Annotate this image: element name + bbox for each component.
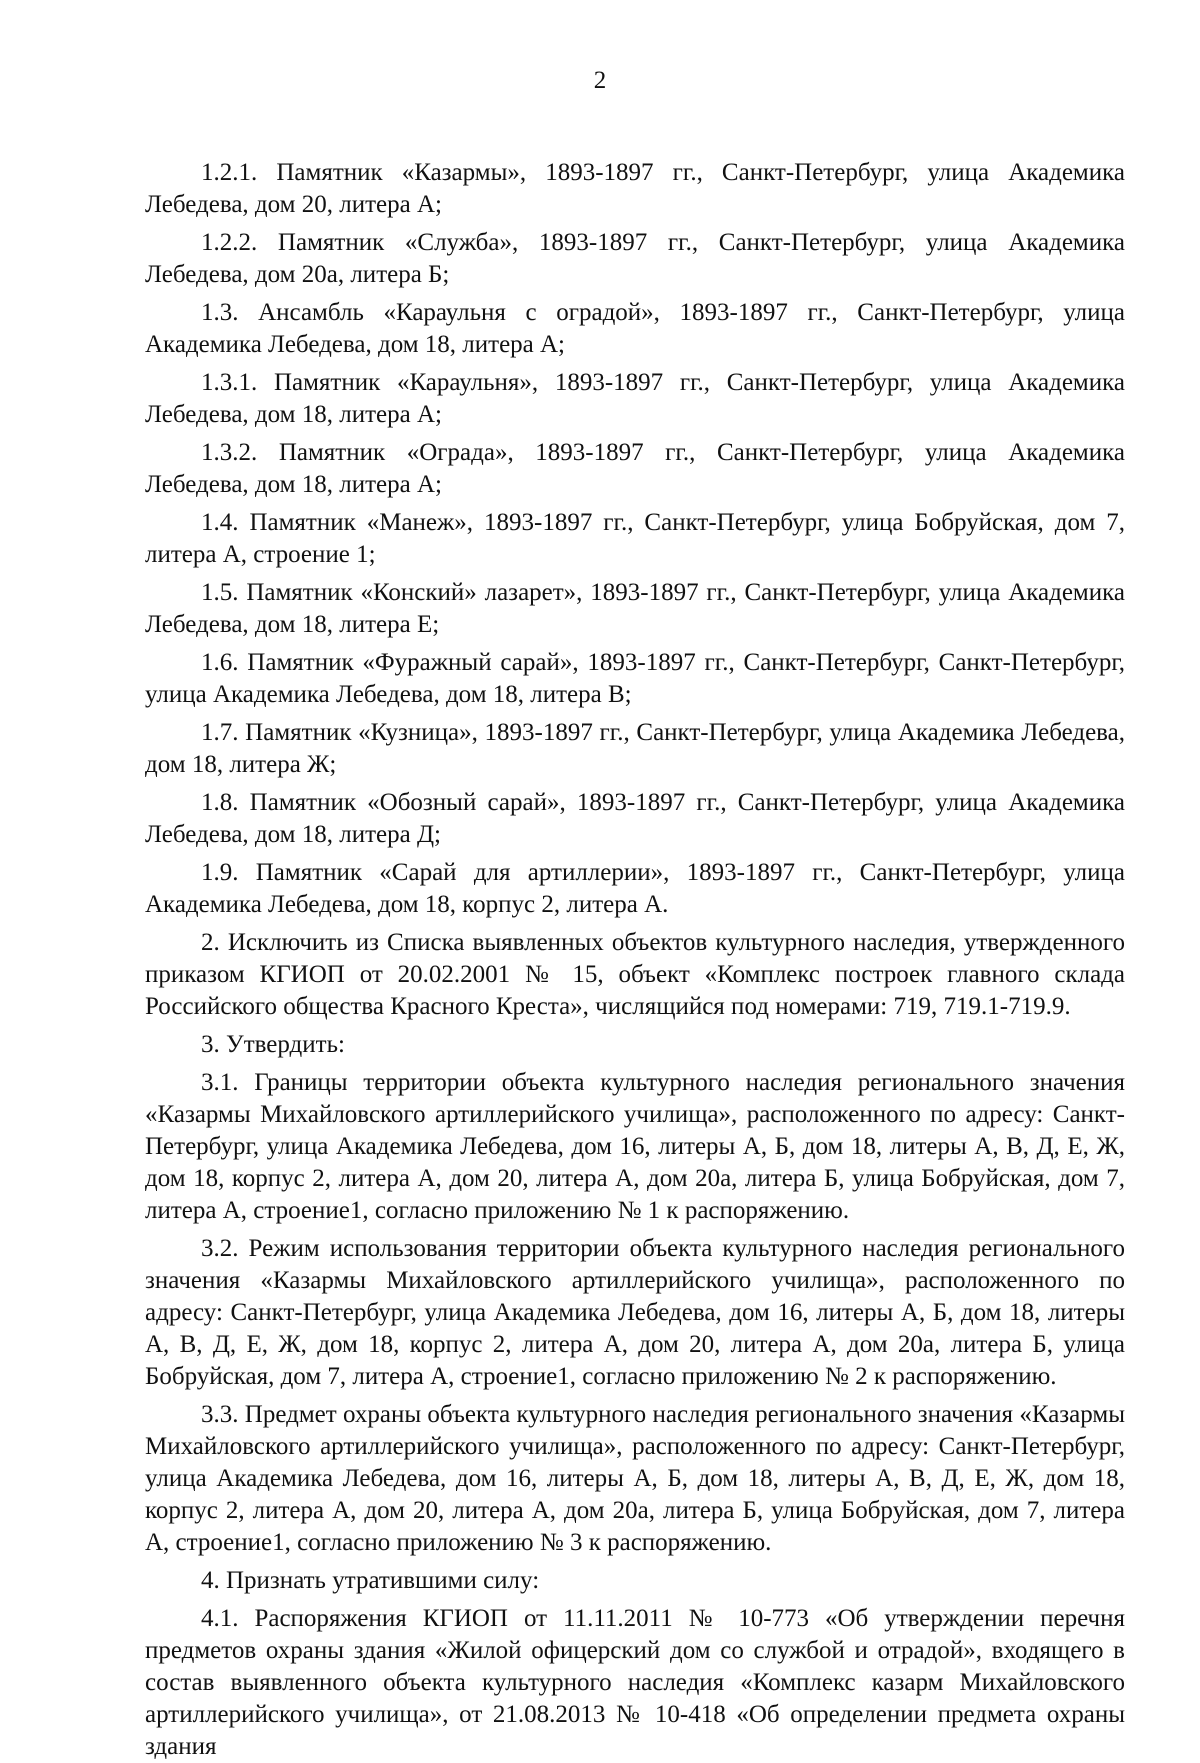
paragraph-1-3-1: 1.3.1. Памятник «Караульня», 1893-1897 гг., Санкт-Петербург, улица Академика Лебедева, дом 18, литера А;: [145, 369, 1125, 428]
paragraph-1-4: 1.4. Памятник «Манеж», 1893-1897 гг., Санкт-Петербург, улица Бобруйская, дом 7, литера А, строение 1;: [145, 509, 1125, 568]
page-number: 2: [593, 67, 607, 94]
paragraph-1-5: 1.5. Памятник «Конский» лазарет», 1893-1897 гг., Санкт-Петербург, улица Академика Лебедева, дом 18, литера Е;: [145, 579, 1125, 638]
paragraph-1-2-1: 1.2.1. Памятник «Казармы», 1893-1897 гг., Санкт-Петербург, улица Академика Лебедева, дом 20, литера А;: [145, 159, 1125, 218]
paragraph-3-2: 3.2. Режим использования территории объекта культурного наследия регионального значения «Казармы Михайловского артиллерийского училища», расположенного по адресу: Санкт-Петербург, улица Академика Лебедева, дом 16, литеры А, Б, дом 18, литеры А, В, Д, Е, Ж, дом 18, корпус 2, литера А, дом 20, литера А, дом 20а, литера Б, улица Бобруйская, дом 7, литера А, строение1, согласно приложению № 2 к распоряжению.: [145, 1235, 1125, 1390]
paragraph-3-3: 3.3. Предмет охраны объекта культурного наследия регионального значения «Казармы Михайловского артиллерийского училища», расположенного по адресу: Санкт-Петербург, улица Академика Лебедева, дом 16, литеры А, Б, дом 18, литеры А, В, Д, Е, Ж, дом 18, корпус 2, литера А, дом 20, литера А, дом 20а, литера Б, улица Бобруйская, дом 7, литера А, строение1, согласно приложению № 3 к распоряжению.: [145, 1401, 1125, 1556]
paragraph-1-9: 1.9. Памятник «Сарай для артиллерии», 1893-1897 гг., Санкт-Петербург, улица Академика Лебедева, дом 18, корпус 2, литера А.: [145, 859, 1125, 918]
paragraph-1-6: 1.6. Памятник «Фуражный сарай», 1893-1897 гг., Санкт-Петербург, Санкт-Петербург, улица Академика Лебедева, дом 18, литера В;: [145, 649, 1125, 708]
paragraph-1-2-2: 1.2.2. Памятник «Служба», 1893-1897 гг., Санкт-Петербург, улица Академика Лебедева, дом 20а, литера Б;: [145, 229, 1125, 288]
document-body: [145, 157, 1125, 1763]
paragraph-3: 3. Утвердить:: [201, 1031, 345, 1058]
paragraph-1-8: 1.8. Памятник «Обозный сарай», 1893-1897 гг., Санкт-Петербург, улица Академика Лебедева, дом 18, литера Д;: [145, 789, 1125, 848]
paragraph-4: 4. Признать утратившими силу:: [201, 1567, 540, 1594]
paragraph-1-3-2: 1.3.2. Памятник «Ограда», 1893-1897 гг., Санкт-Петербург, улица Академика Лебедева, дом 18, литера А;: [145, 439, 1125, 498]
paragraph-2: 2. Исключить из Списка выявленных объектов культурного наследия, утвержденного приказом КГИОП от 20.02.2001 № 15, объект «Комплекс построек главного склада Российского общества Красного Креста», числящийся под номерами: 719, 719.1-719.9.: [145, 929, 1125, 1020]
paragraph-1-7: 1.7. Памятник «Кузница», 1893-1897 гг., Санкт-Петербург, улица Академика Лебедева, дом 18, литера Ж;: [145, 719, 1125, 778]
paragraph-1-3: 1.3. Ансамбль «Караульня с оградой», 1893-1897 гг., Санкт-Петербург, улица Академика Лебедева, дом 18, литера А;: [145, 299, 1125, 358]
paragraph-4-1: 4.1. Распоряжения КГИОП от 11.11.2011 № 10-773 «Об утверждении перечня предметов охраны здания «Жилой офицерский дом со службой и отрадой», входящего в состав выявленного объекта культурного наследия «Комплекс казарм Михайловского артиллерийского училища», от 21.08.2013 № 10-418 «Об определении предмета охраны здания: [145, 1605, 1125, 1760]
paragraph-3-1: 3.1. Границы территории объекта культурного наследия регионального значения «Казармы Михайловского артиллерийского училища», расположенного по адресу: Санкт-Петербург, улица Академика Лебедева, дом 16, литеры А, Б, дом 18, литеры А, В, Д, Е, Ж, дом 18, корпус 2, литера А, дом 20, литера А, дом 20а, литера Б, улица Бобруйская, дом 7, литера А, строение1, согласно приложению № 1 к распоряжению.: [145, 1069, 1125, 1224]
